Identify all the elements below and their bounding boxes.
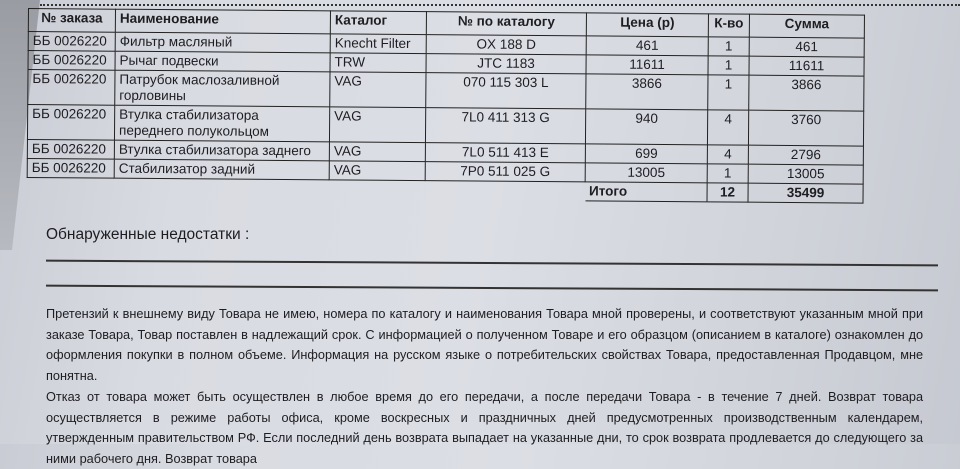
cell-price: 11611 [586, 55, 708, 75]
return-policy-paragraph [46, 387, 923, 469]
acceptance-paragraph [46, 304, 923, 386]
dotted-cut-line [40, 4, 960, 6]
return-policy-text: Отказ от товара может быть осуществлен в любое время до его передачи, а после передачи Товара - в течение 7 дней. Возврат товара осуществляется в режиме работы офиса, кроме воскресных и праздничных дней предусмотренных производственным календарем, утвержденным правительством РФ. Если последний день возврата выпадает на указанные дни, то срок возврата продлевается до следующего за ними рабочего дня. Возврат товара [46, 389, 924, 466]
cell-catalog-no: 7L0 511 413 E [425, 143, 585, 163]
cell-sum: 3760 [748, 110, 863, 146]
cell-catalog: VAG [329, 107, 425, 143]
cell-catalog: VAG [329, 161, 425, 181]
cell-item-name: Фильтр масляный [115, 32, 330, 53]
total-row-spacer [27, 177, 585, 200]
cell-sum: 13005 [748, 164, 863, 184]
cell-catalog: VAG [330, 72, 426, 108]
defects-line-2 [46, 285, 938, 291]
cell-order-no: ББ 0026220 [27, 105, 114, 141]
cell-catalog-no: OX 188 D [426, 35, 586, 55]
cell-order-no: ББ 0026220 [28, 32, 115, 52]
col-sum: Сумма [749, 14, 864, 38]
cell-order-no: ББ 0026220 [28, 70, 115, 106]
cell-sum: 11611 [749, 56, 864, 76]
cell-qty: 1 [708, 37, 749, 56]
cell-catalog-no: 7P0 511 025 G [425, 162, 585, 182]
acceptance-text: Претензий к внешнему виду Товара не имею, номера по каталогу и наименования Товара мной проверены, и соответствуют указанным мной при заказе Товара, Товар поставлен в надлежащий срок. С информацией о полученном Товаре и его образцом (описанием в каталоге) ознакомлен до оформления покупки в полном объеме. Информация на русском языке о потребительских свойствах Товара, предоставленная Продавцом, мне понятна. [46, 306, 924, 383]
col-catalog: Каталог [330, 11, 426, 35]
cell-sum: 2796 [748, 145, 863, 165]
cell-price: 13005 [585, 163, 707, 183]
total-label: Итого [585, 182, 707, 202]
col-name: Наименование [115, 9, 330, 34]
cell-order-no: ББ 0026220 [27, 158, 114, 178]
cell-price: 461 [586, 36, 708, 56]
cell-item-name: Втулка стабилизатора переднего полукольцом [114, 105, 329, 142]
cell-qty: 4 [707, 110, 748, 145]
cell-qty: 1 [708, 56, 749, 75]
cell-item-name: Стабилизатор задний [114, 159, 329, 180]
cell-item-name: Втулка стабилизатора заднего [114, 140, 329, 161]
order-table [27, 8, 865, 204]
cell-qty: 1 [708, 75, 749, 110]
cell-item-name: Патрубок маслозаливной горловины [115, 70, 330, 107]
cell-order-no: ББ 0026220 [28, 51, 115, 71]
cell-catalog-no: 7L0 411 313 G [425, 108, 585, 144]
cell-price: 699 [585, 144, 707, 164]
col-qty: К-во [708, 14, 749, 37]
col-order-no: № заказа [28, 9, 115, 33]
cell-catalog-no: 070 115 303 L [426, 73, 586, 109]
cell-sum: 461 [749, 37, 864, 57]
cell-qty: 4 [707, 145, 748, 164]
defects-heading: Обнаруженные недостатки : [46, 226, 250, 243]
cell-catalog-no: JTC 1183 [426, 54, 586, 74]
cell-catalog: TRW [330, 53, 426, 73]
defects-line-1 [46, 260, 938, 266]
cell-qty: 1 [707, 164, 748, 183]
cell-item-name: Рычаг подвески [115, 51, 330, 72]
col-catalog-no: № по каталогу [426, 12, 586, 36]
cell-order-no: ББ 0026220 [27, 139, 114, 159]
total-qty: 12 [707, 183, 748, 202]
total-sum: 35499 [748, 183, 863, 203]
col-price: Цена (р) [586, 13, 708, 37]
cell-catalog: Knecht Filter [330, 34, 426, 54]
cell-price: 3866 [586, 74, 708, 110]
cell-price: 940 [585, 109, 707, 145]
cell-catalog: VAG [329, 142, 425, 162]
cell-sum: 3866 [749, 75, 864, 111]
